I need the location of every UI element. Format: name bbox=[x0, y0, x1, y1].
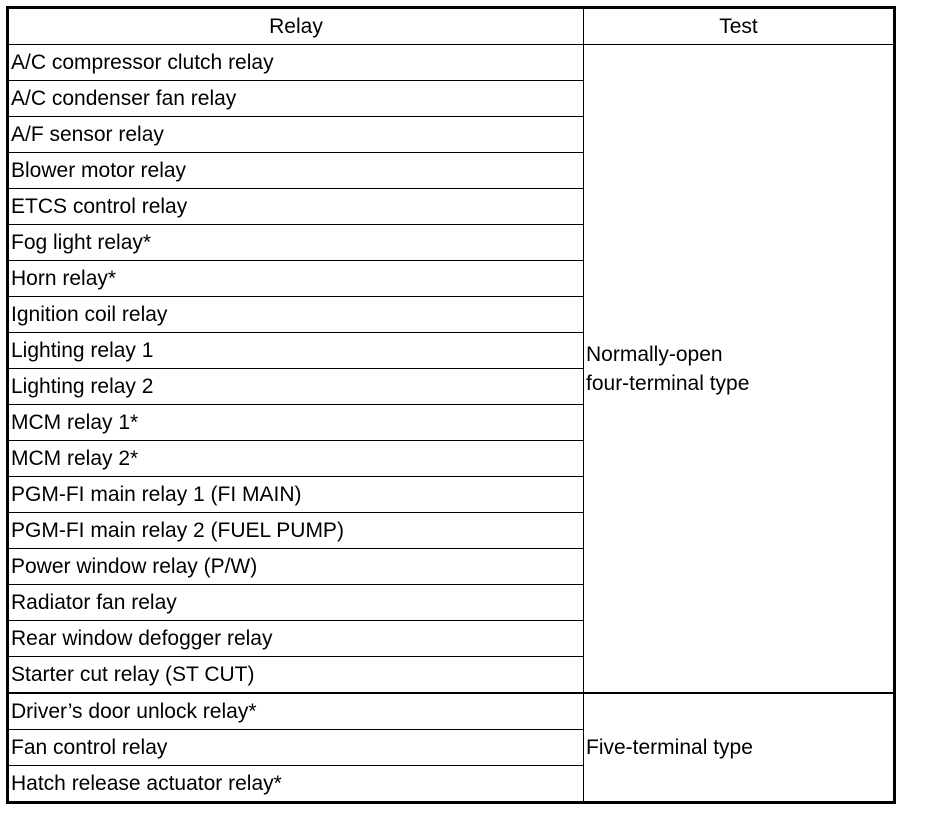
relay-name-cell: Blower motor relay bbox=[8, 153, 584, 189]
table-row bbox=[8, 45, 895, 81]
relay-name-cell: Power window relay (P/W) bbox=[8, 549, 584, 585]
relay-name-cell: Fan control relay bbox=[8, 730, 584, 766]
relay-test-table bbox=[6, 6, 896, 804]
relay-name-cell: ETCS control relay bbox=[8, 189, 584, 225]
test-column-header: Test bbox=[584, 8, 895, 45]
relay-name-cell: Rear window defogger relay bbox=[8, 621, 584, 657]
test-type-line: Five-terminal type bbox=[586, 736, 753, 759]
test-type-cell bbox=[584, 45, 895, 694]
relay-name-cell: Ignition coil relay bbox=[8, 297, 584, 333]
relay-name-cell: Lighting relay 2 bbox=[8, 369, 584, 405]
relay-name-cell: MCM relay 2* bbox=[8, 441, 584, 477]
relay-name-cell: A/C condenser fan relay bbox=[8, 81, 584, 117]
table-row bbox=[8, 693, 895, 730]
relay-name-cell: PGM-FI main relay 1 (FI MAIN) bbox=[8, 477, 584, 513]
relay-name-cell: Radiator fan relay bbox=[8, 585, 584, 621]
relay-name-cell: Fog light relay* bbox=[8, 225, 584, 261]
test-type-line: four-terminal type bbox=[586, 371, 750, 395]
relay-name-cell: PGM-FI main relay 2 (FUEL PUMP) bbox=[8, 513, 584, 549]
relay-name-cell: A/C compressor clutch relay bbox=[8, 45, 584, 81]
test-type-cell bbox=[584, 693, 895, 803]
relay-name-cell: Hatch release actuator relay* bbox=[8, 766, 584, 803]
relay-name-cell: A/F sensor relay bbox=[8, 117, 584, 153]
relay-column-header: Relay bbox=[8, 8, 584, 45]
relay-name-cell: Driver’s door unlock relay* bbox=[8, 693, 584, 730]
relay-name-cell: Lighting relay 1 bbox=[8, 333, 584, 369]
relay-name-cell: Horn relay* bbox=[8, 261, 584, 297]
relay-name-cell: Starter cut relay (ST CUT) bbox=[8, 657, 584, 694]
relay-name-cell: MCM relay 1* bbox=[8, 405, 584, 441]
header-row bbox=[8, 8, 895, 45]
test-type-line: Normally-open bbox=[586, 342, 723, 366]
